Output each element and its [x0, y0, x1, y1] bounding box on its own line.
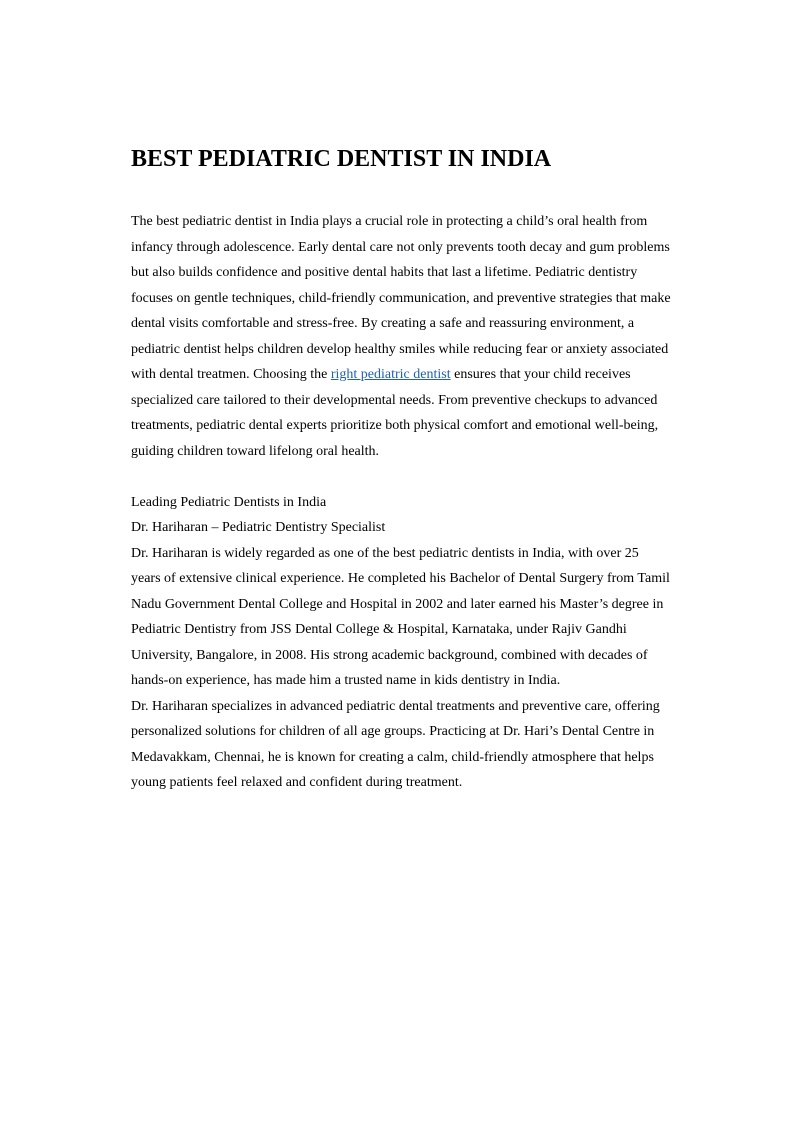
section-heading: Leading Pediatric Dentists in India [131, 494, 327, 510]
section-subheading: Dr. Hariharan – Pediatric Dentistry Specialist [131, 520, 386, 535]
bio-paragraph-1: Dr. Hariharan is widely regarded as one of the best pediatric dentists in India, with over 25 years of extensive clinical experience. He completed his Bachelor of Dental Surgery from Tamil Nadu Government Dental College and Hospital in 2002 and later earned his Master’s degree in Pediatric Dentistry from JSS Dental College & Hospital, Karnataka, under Rajiv Gandhi University, Bangalore, in 2008. His strong academic background, combined with decades of hands-on experience, has made him a trusted name in kids dentistry in India. [131, 545, 670, 688]
intro-text-after-link: ensures that your child receives specialized care tailored to their developmental needs. From preventive checkups to advanced treatments, pediatric dental experts prioritize both physical comfort and emotional well-being, guiding children toward lifelong oral health. [131, 367, 659, 459]
right-pediatric-dentist-link[interactable]: right pediatric dentist [330, 367, 451, 382]
page-title: BEST PEDIATRIC DENTIST IN INDIA [131, 146, 552, 172]
intro-paragraph [131, 209, 671, 464]
bio-paragraph-2: Dr. Hariharan specializes in advanced pediatric dental treatments and preventive care, offering personalized solutions for children of all age groups. Practicing at Dr. Hari’s Dental Centre in Medavakkam, Chennai, he is known for creating a calm, child-friendly atmosphere that helps young patients feel relaxed and confident during treatment. [131, 698, 660, 790]
intro-text-before-link: The best pediatric dentist in India plays a crucial role in protecting a child’s oral health from infancy through adolescence. Early dental care not only prevents tooth decay and gum problems but also builds confidence and positive dental habits that last a lifetime. Pediatric dentistry focuses on gentle techniques, child-friendly communication, and preventive strategies that make dental visits comfortable and stress-free. By creating a safe and reassuring environment, a pediatric dentist helps children develop healthy smiles while reducing fear or anxiety associated with dental treatmen. Choosing the [131, 214, 671, 382]
document-page [131, 143, 671, 796]
dentists-section [131, 490, 671, 796]
